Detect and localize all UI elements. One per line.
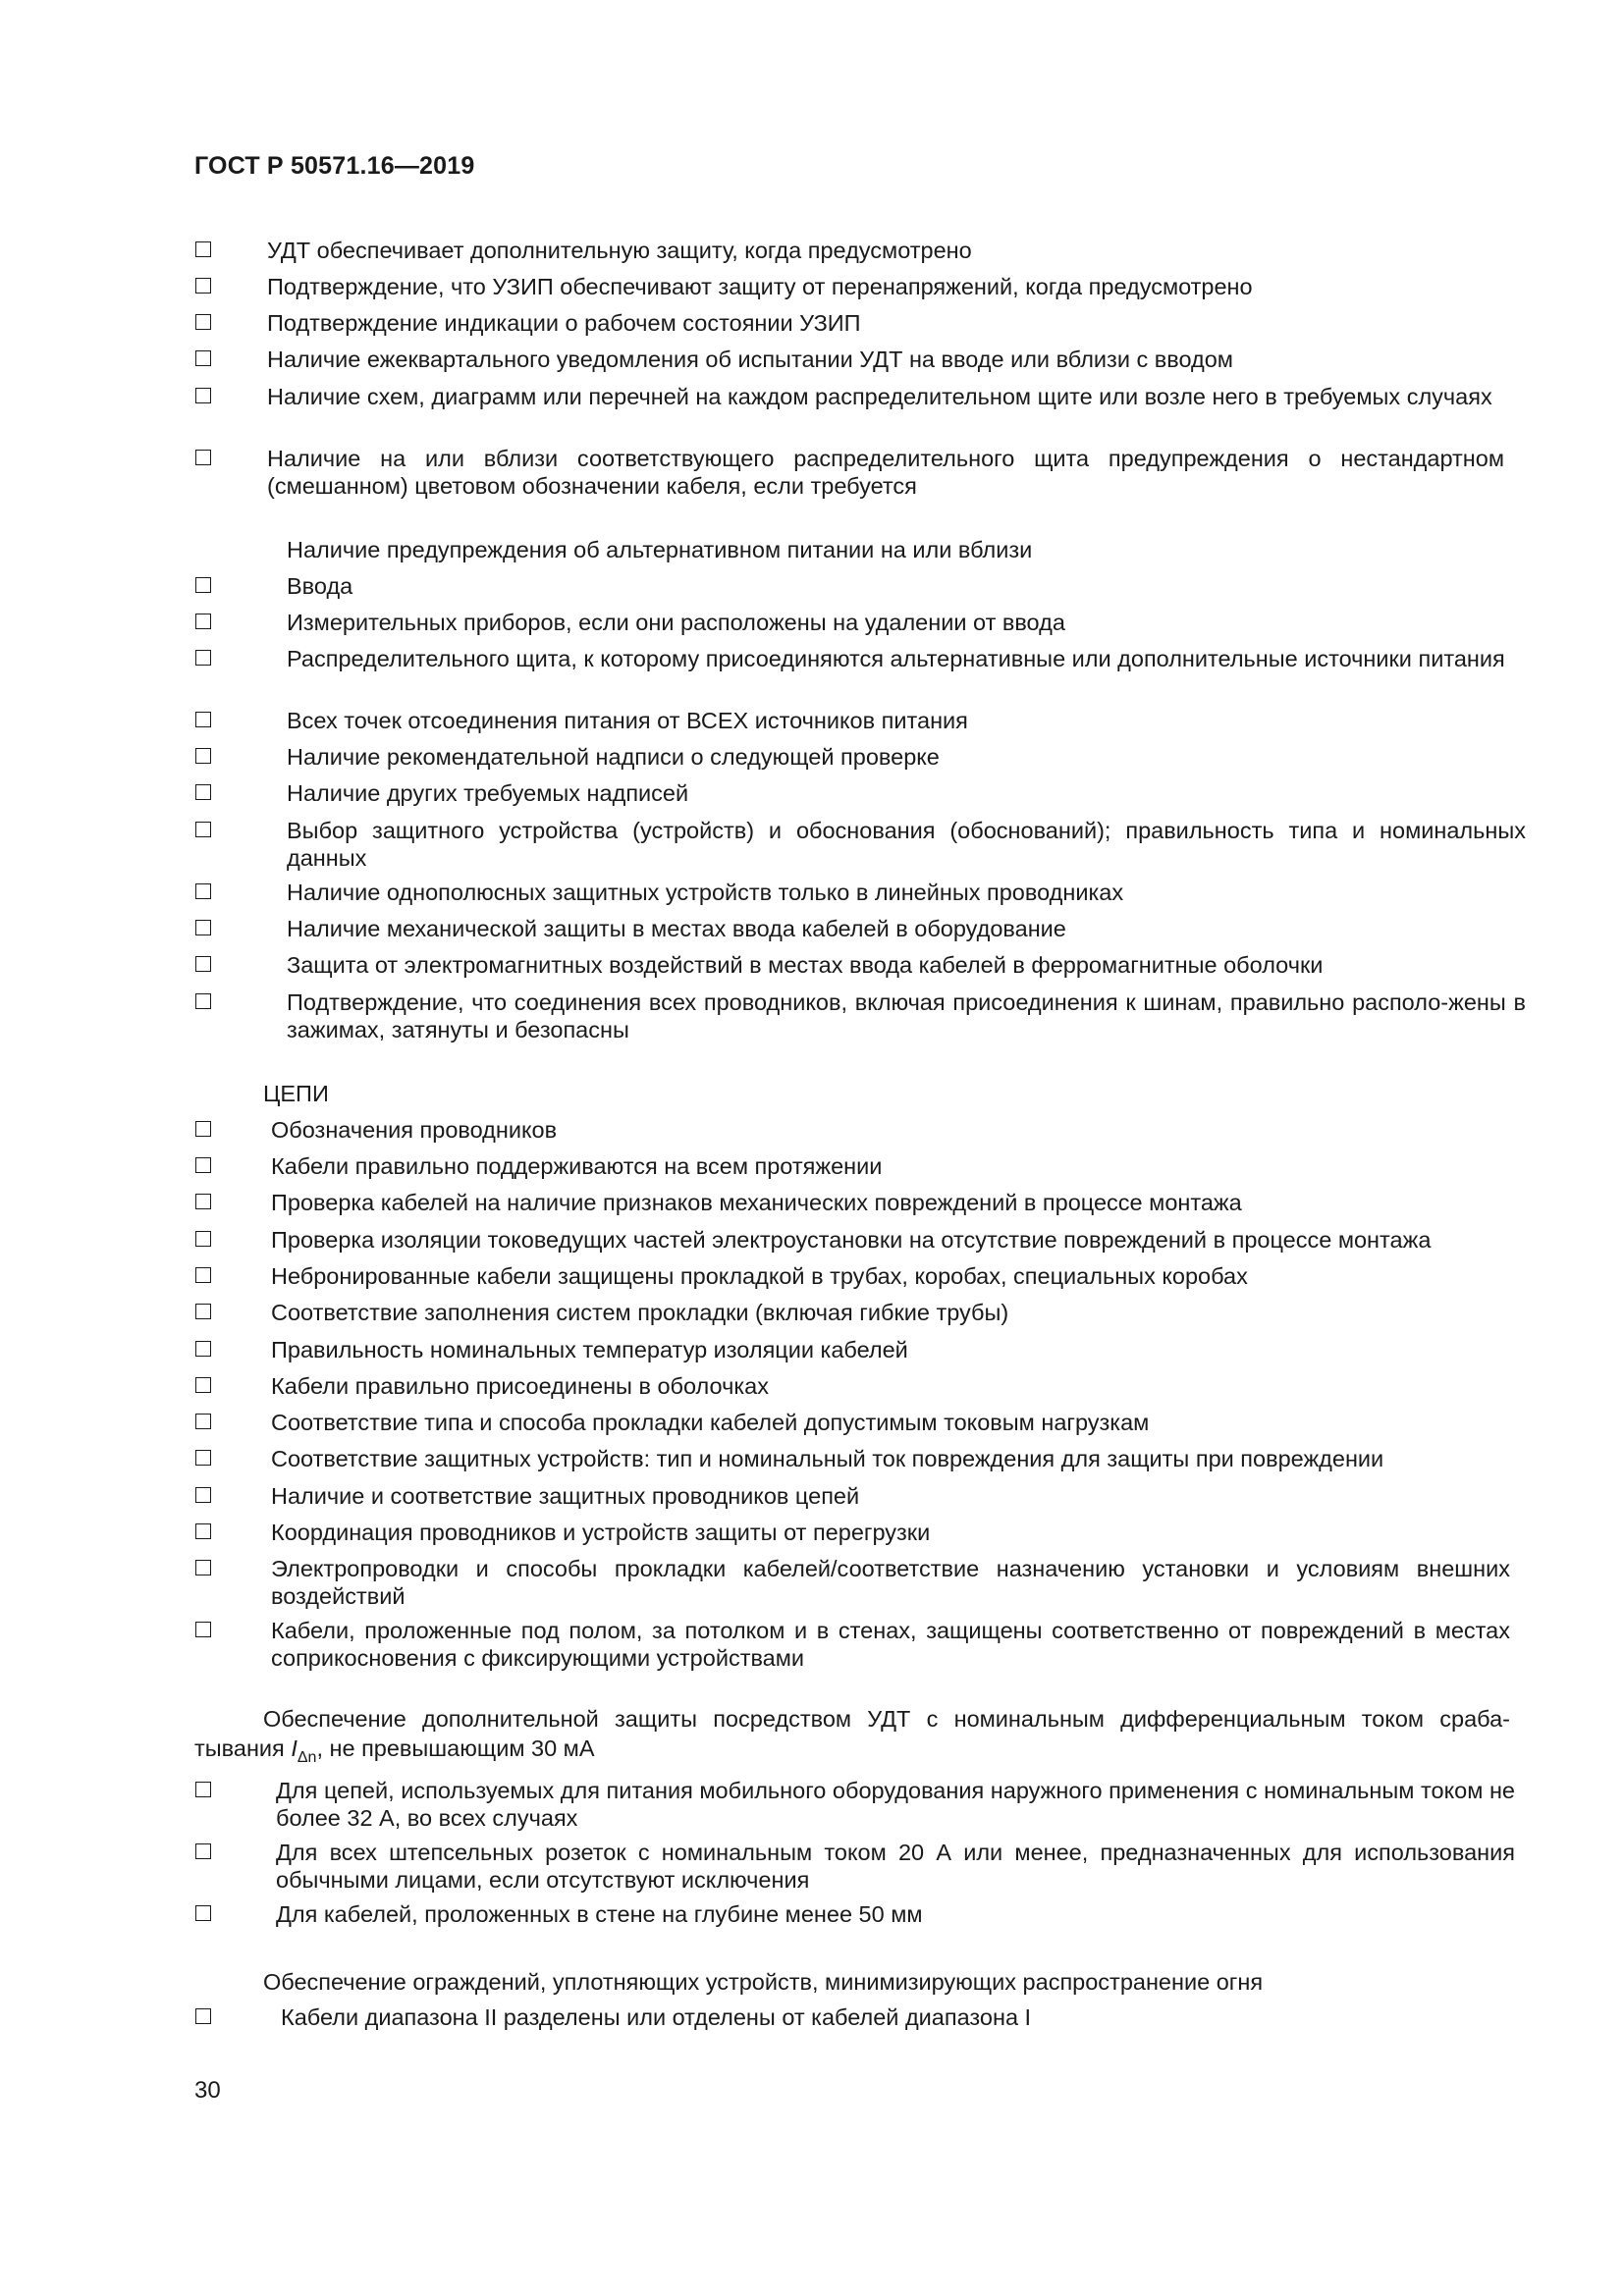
circuits-heading: ЦЕПИ — [263, 1081, 329, 1106]
item-text: Правильность номинальных температур изоляции кабелей — [271, 1337, 908, 1362]
rcd-paragraph — [194, 1704, 1510, 1773]
rcd-text: Обеспечение дополнительной защиты посредством УДТ с номинальным дифференциальным током сраба-тывания — [194, 1706, 1510, 1761]
checklist-item[interactable] — [287, 609, 1526, 636]
item-text: Кабели правильно поддерживаются на всем протяжении — [271, 1153, 883, 1179]
checkbox-icon[interactable] — [195, 1231, 211, 1247]
checklist-item[interactable] — [281, 2003, 1520, 2031]
checkbox-icon[interactable] — [195, 1450, 211, 1466]
item-text: Проверка кабелей на наличие признаков механических повреждений в процессе монтажа — [271, 1190, 1242, 1215]
alt-power-heading: Наличие предупреждения об альтернативном питании на или вблизи — [287, 537, 1033, 562]
item-text: УДТ обеспечивает дополнительную защиту, когда предусмотрено — [267, 238, 972, 263]
checklist-item[interactable] — [276, 1900, 1515, 1928]
checkbox-icon[interactable] — [195, 748, 211, 764]
item-text: Всех точек отсоединения питания от ВСЕХ источников питания — [287, 708, 968, 733]
checklist-item[interactable] — [267, 383, 1504, 410]
checklist-item[interactable] — [271, 1262, 1510, 1290]
checkbox-icon[interactable] — [195, 241, 211, 257]
checklist-item[interactable] — [271, 1409, 1510, 1436]
checkbox-icon[interactable] — [195, 614, 211, 629]
checklist-item[interactable] — [271, 1116, 1510, 1144]
checkbox-icon[interactable] — [195, 1121, 211, 1137]
item-text: Защита от электромагнитных воздействий в местах ввода кабелей в ферромагнитные оболочки — [287, 952, 1324, 978]
item-text: Координация проводников и устройств защиты от перегрузки — [271, 1520, 931, 1545]
checklist-item[interactable] — [271, 1519, 1510, 1546]
checkbox-icon[interactable] — [195, 1267, 211, 1283]
item-text: Выбор защитного устройства (устройств) и обоснования (обоснований); правильность типа и номинальных данных — [287, 818, 1526, 871]
item-text: Наличие однополюсных защитных устройств только в линейных проводниках — [287, 880, 1124, 905]
item-text: Для всех штепсельных розеток с номинальным током 20 А или менее, предназначенных для использования обычными лицами, если отсутствуют исключения — [276, 1840, 1515, 1893]
checklist-item[interactable] — [276, 1777, 1515, 1832]
checkbox-icon[interactable] — [195, 784, 211, 800]
item-text: Для цепей, используемых для питания мобильного оборудования наружного применения с номинальным током не более 32 А, во всех случаях — [276, 1778, 1515, 1831]
item-text: Наличие на или вблизи соответствующего распределительного щита предупреждения о нестандартном (смешанном) цветовом обозначении кабеля, если требуется — [267, 446, 1504, 499]
item-text: Соответствие типа и способа прокладки кабелей допустимым токовым нагрузкам — [271, 1410, 1150, 1435]
checklist-item[interactable] — [267, 237, 1504, 264]
item-text: Ввода — [287, 573, 353, 599]
checklist-item[interactable] — [287, 779, 1526, 807]
checklist-item[interactable] — [287, 879, 1526, 906]
item-text: Наличие схем, диаграмм или перечней на каждом распределительном щите или возле него в требуемых случаях — [267, 384, 1492, 409]
rcd-text-tail: , не превышающим 30 мА — [316, 1735, 595, 1761]
checklist-item[interactable] — [267, 445, 1504, 500]
item-text: Наличие рекомендательной надписи о следующей проверке — [287, 744, 940, 770]
item-text: Наличие механической защиты в местах ввода кабелей в оборудование — [287, 916, 1066, 941]
checklist-item[interactable] — [271, 1372, 1510, 1400]
checkbox-icon[interactable] — [195, 1377, 211, 1393]
checkbox-icon[interactable] — [195, 883, 211, 899]
checklist-item[interactable] — [287, 915, 1526, 942]
item-text: Распределительного щита, к которому присоединяются альтернативные или дополнительные источники питания — [287, 646, 1505, 671]
item-text: Обозначения проводников — [271, 1117, 558, 1143]
checklist-item[interactable] — [271, 1336, 1510, 1363]
item-text: Соответствие защитных устройств: тип и номинальный ток повреждения для защиты при повреждении — [271, 1446, 1384, 1471]
checklist-item[interactable] — [287, 645, 1526, 672]
checklist-item[interactable] — [271, 1555, 1510, 1610]
checkbox-icon[interactable] — [195, 712, 211, 727]
checkbox-icon[interactable] — [195, 1304, 211, 1319]
item-text: Для кабелей, проложенных в стене на глубине менее 50 мм — [276, 1901, 923, 1927]
item-text: Подтверждение, что УЗИП обеспечивают защиту от перенапряжений, когда предусмотрено — [267, 274, 1253, 299]
current-subscript: Δn — [297, 1749, 317, 1766]
checkbox-icon[interactable] — [195, 650, 211, 666]
checklist-item[interactable] — [271, 1189, 1510, 1216]
fire-paragraph: Обеспечение ограждений, уплотняющих устройств, минимизирующих распространение огня — [263, 1969, 1264, 1995]
item-text: Наличие ежеквартального уведомления об испытании УДТ на вводе или вблизи с вводом — [267, 347, 1233, 372]
checkbox-icon[interactable] — [195, 314, 211, 330]
checkbox-icon[interactable] — [195, 1414, 211, 1429]
checklist-item[interactable] — [267, 346, 1504, 373]
item-text: Наличие и соответствие защитных проводников цепей — [271, 1483, 860, 1509]
item-text: Измерительных приборов, если они расположены на удалении от ввода — [287, 610, 1065, 635]
checkbox-icon[interactable] — [195, 956, 211, 972]
checkbox-icon[interactable] — [195, 1341, 211, 1357]
item-text: Проверка изоляции токоведущих частей электроустановки на отсутствие повреждений в процессе монтажа — [271, 1227, 1432, 1253]
checkbox-icon[interactable] — [195, 993, 211, 1009]
item-text: Наличие других требуемых надписей — [287, 780, 689, 806]
checkbox-icon[interactable] — [195, 1905, 211, 1921]
checklist-item[interactable] — [271, 1299, 1510, 1326]
checkbox-icon[interactable] — [195, 350, 211, 366]
checkbox-icon[interactable] — [195, 450, 211, 465]
checklist-item[interactable] — [287, 707, 1526, 734]
checklist-item[interactable] — [287, 743, 1526, 771]
document-header: ГОСТ Р 50571.16—2019 — [194, 152, 475, 180]
item-text: Электропроводки и способы прокладки кабелей/соответствие назначению установки и условиям внешних воздействий — [271, 1556, 1510, 1609]
checklist-item[interactable] — [287, 988, 1526, 1043]
checklist-item[interactable] — [287, 817, 1526, 872]
checkbox-icon[interactable] — [195, 1487, 211, 1503]
checkbox-icon[interactable] — [195, 278, 211, 294]
item-text: Кабели правильно присоединены в оболочках — [271, 1373, 769, 1399]
page-number: 30 — [194, 2077, 221, 2104]
checklist-item[interactable] — [267, 309, 1504, 337]
checklist-item[interactable] — [271, 1617, 1510, 1672]
checklist-item[interactable] — [287, 951, 1526, 979]
checkbox-icon[interactable] — [195, 577, 211, 593]
checklist-item[interactable] — [271, 1445, 1510, 1472]
checklist-item[interactable] — [276, 1839, 1515, 1894]
checklist-item[interactable] — [271, 1226, 1510, 1254]
checkbox-icon[interactable] — [195, 1560, 211, 1575]
checklist-item[interactable] — [271, 1482, 1510, 1510]
checkbox-icon[interactable] — [195, 1843, 211, 1859]
checkbox-icon[interactable] — [195, 1194, 211, 1209]
checkbox-icon[interactable] — [195, 1622, 211, 1637]
checklist-item[interactable] — [267, 273, 1504, 300]
checklist-item[interactable] — [271, 1152, 1510, 1180]
checkbox-icon[interactable] — [195, 1523, 211, 1539]
item-text: Небронированные кабели защищены прокладкой в трубах, коробах, специальных коробах — [271, 1263, 1248, 1289]
item-text: Подтверждение индикации о рабочем состоянии УЗИП — [267, 310, 861, 336]
checkbox-icon[interactable] — [195, 2008, 211, 2024]
item-text: Кабели, проложенные под полом, за потолком и в стенах, защищены соответственно от повреждений в местах соприкосновения с фиксирующими устройствами — [271, 1618, 1510, 1671]
checkbox-icon[interactable] — [195, 1782, 211, 1797]
item-text: Подтверждение, что соединения всех проводников, включая присоединения к шинам, правильно располо-жены в зажимах, затянуты и безопасны — [287, 989, 1526, 1042]
checkbox-icon[interactable] — [195, 388, 211, 403]
current-symbol: I — [291, 1735, 298, 1761]
item-text: Соответствие заполнения систем прокладки (включая гибкие трубы) — [271, 1300, 1009, 1325]
checkbox-icon[interactable] — [195, 822, 211, 837]
checkbox-icon[interactable] — [195, 1157, 211, 1173]
item-text: Кабели диапазона II разделены или отделены от кабелей диапазона I — [281, 2004, 1032, 2030]
checkbox-icon[interactable] — [195, 920, 211, 935]
checklist-item[interactable] — [287, 572, 1526, 600]
